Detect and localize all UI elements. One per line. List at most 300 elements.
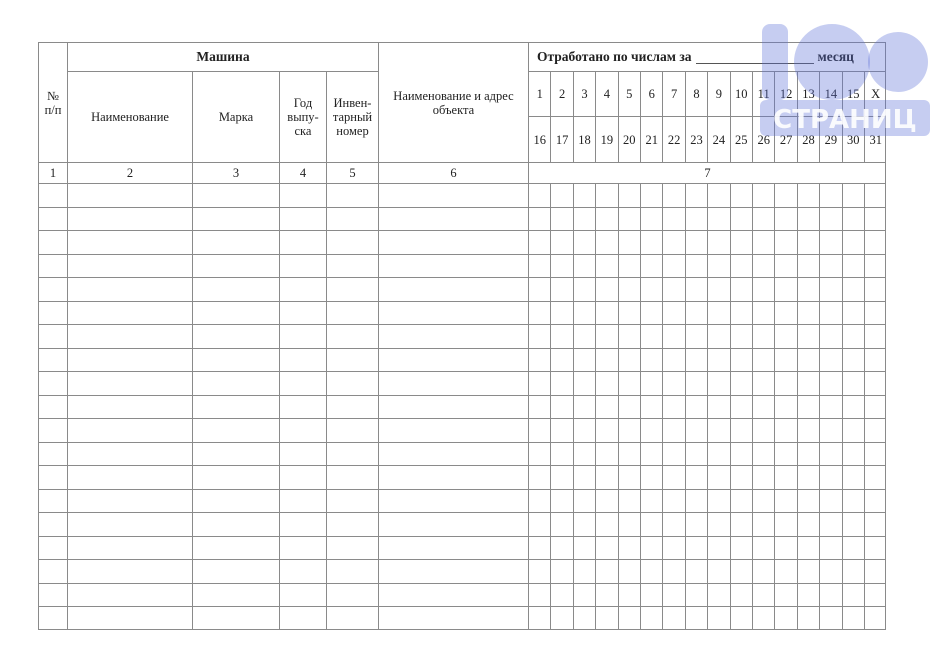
day-cell[interactable] [864, 207, 886, 231]
day-cell[interactable] [595, 348, 617, 372]
day-cell[interactable] [797, 536, 819, 560]
day-cell[interactable] [618, 183, 640, 207]
day-cell[interactable] [528, 230, 550, 254]
day-cell[interactable] [595, 183, 617, 207]
day-cell[interactable] [573, 395, 595, 419]
day-cell[interactable] [842, 324, 864, 348]
day-cell[interactable] [595, 489, 617, 513]
day-cell[interactable] [842, 207, 864, 231]
day-cell[interactable] [618, 207, 640, 231]
table-row-cell[interactable] [279, 536, 326, 560]
day-cell[interactable] [550, 583, 572, 607]
day-cell[interactable] [707, 489, 729, 513]
table-row-cell[interactable] [378, 230, 528, 254]
day-cell[interactable] [797, 301, 819, 325]
day-cell[interactable] [640, 442, 662, 466]
table-row-cell[interactable] [279, 512, 326, 536]
day-cell[interactable] [685, 606, 707, 630]
day-cell[interactable] [573, 465, 595, 489]
day-cell[interactable] [774, 183, 796, 207]
day-cell[interactable] [573, 583, 595, 607]
table-row-cell[interactable] [192, 442, 279, 466]
table-row-cell[interactable] [378, 418, 528, 442]
day-cell[interactable] [730, 489, 752, 513]
day-cell[interactable] [752, 254, 774, 278]
day-cell[interactable] [774, 230, 796, 254]
day-cell[interactable] [595, 324, 617, 348]
day-cell[interactable] [730, 183, 752, 207]
table-row-cell[interactable] [279, 348, 326, 372]
table-row-cell[interactable] [192, 418, 279, 442]
day-cell[interactable] [573, 348, 595, 372]
day-cell[interactable] [730, 324, 752, 348]
day-cell[interactable] [662, 324, 684, 348]
day-cell[interactable] [707, 371, 729, 395]
day-cell[interactable] [707, 583, 729, 607]
day-cell[interactable] [528, 465, 550, 489]
day-cell[interactable] [842, 254, 864, 278]
table-row-cell[interactable] [378, 254, 528, 278]
table-row-cell[interactable] [67, 512, 192, 536]
day-cell[interactable] [842, 559, 864, 583]
day-cell[interactable] [528, 254, 550, 278]
table-row-cell[interactable] [38, 583, 67, 607]
table-row-cell[interactable] [279, 418, 326, 442]
day-cell[interactable] [640, 583, 662, 607]
table-row-cell[interactable] [67, 536, 192, 560]
day-cell[interactable] [595, 442, 617, 466]
table-row-cell[interactable] [378, 348, 528, 372]
day-cell[interactable] [730, 465, 752, 489]
month-blank-line[interactable] [696, 51, 814, 64]
table-row-cell[interactable] [326, 559, 378, 583]
table-row-cell[interactable] [326, 371, 378, 395]
day-cell[interactable] [685, 183, 707, 207]
table-row-cell[interactable] [67, 606, 192, 630]
day-cell[interactable] [797, 583, 819, 607]
day-cell[interactable] [528, 301, 550, 325]
day-cell[interactable] [662, 371, 684, 395]
day-cell[interactable] [752, 230, 774, 254]
day-cell[interactable] [685, 207, 707, 231]
day-cell[interactable] [640, 489, 662, 513]
day-cell[interactable] [573, 418, 595, 442]
table-row-cell[interactable] [192, 254, 279, 278]
day-cell[interactable] [640, 207, 662, 231]
day-cell[interactable] [707, 559, 729, 583]
day-cell[interactable] [618, 348, 640, 372]
day-cell[interactable] [618, 512, 640, 536]
day-cell[interactable] [685, 536, 707, 560]
day-cell[interactable] [730, 277, 752, 301]
table-row-cell[interactable] [279, 324, 326, 348]
table-row-cell[interactable] [192, 230, 279, 254]
day-cell[interactable] [550, 254, 572, 278]
day-cell[interactable] [662, 442, 684, 466]
table-row-cell[interactable] [378, 489, 528, 513]
day-cell[interactable] [752, 301, 774, 325]
day-cell[interactable] [618, 230, 640, 254]
day-cell[interactable] [640, 371, 662, 395]
day-cell[interactable] [550, 489, 572, 513]
table-row-cell[interactable] [279, 489, 326, 513]
day-cell[interactable] [864, 371, 886, 395]
table-row-cell[interactable] [279, 606, 326, 630]
day-cell[interactable] [819, 301, 841, 325]
table-row-cell[interactable] [38, 536, 67, 560]
table-row-cell[interactable] [378, 442, 528, 466]
table-row-cell[interactable] [192, 583, 279, 607]
table-row-cell[interactable] [67, 583, 192, 607]
table-row-cell[interactable] [279, 395, 326, 419]
table-row-cell[interactable] [192, 606, 279, 630]
day-cell[interactable] [752, 489, 774, 513]
day-cell[interactable] [864, 183, 886, 207]
day-cell[interactable] [774, 442, 796, 466]
day-cell[interactable] [842, 183, 864, 207]
day-cell[interactable] [819, 583, 841, 607]
day-cell[interactable] [774, 277, 796, 301]
table-row-cell[interactable] [326, 301, 378, 325]
day-cell[interactable] [774, 324, 796, 348]
table-row-cell[interactable] [279, 183, 326, 207]
day-cell[interactable] [595, 254, 617, 278]
day-cell[interactable] [573, 442, 595, 466]
day-cell[interactable] [752, 536, 774, 560]
table-row-cell[interactable] [378, 395, 528, 419]
day-cell[interactable] [842, 277, 864, 301]
day-cell[interactable] [707, 230, 729, 254]
day-cell[interactable] [662, 606, 684, 630]
table-row-cell[interactable] [38, 465, 67, 489]
day-cell[interactable] [550, 512, 572, 536]
table-row-cell[interactable] [67, 277, 192, 301]
day-cell[interactable] [662, 207, 684, 231]
table-row-cell[interactable] [192, 207, 279, 231]
day-cell[interactable] [573, 183, 595, 207]
table-row-cell[interactable] [67, 395, 192, 419]
day-cell[interactable] [864, 418, 886, 442]
day-cell[interactable] [819, 254, 841, 278]
day-cell[interactable] [864, 512, 886, 536]
day-cell[interactable] [707, 207, 729, 231]
day-cell[interactable] [595, 207, 617, 231]
day-cell[interactable] [595, 301, 617, 325]
table-row-cell[interactable] [192, 395, 279, 419]
day-cell[interactable] [819, 442, 841, 466]
day-cell[interactable] [573, 559, 595, 583]
day-cell[interactable] [685, 442, 707, 466]
day-cell[interactable] [640, 254, 662, 278]
day-cell[interactable] [842, 395, 864, 419]
table-row-cell[interactable] [67, 371, 192, 395]
day-cell[interactable] [528, 583, 550, 607]
table-row-cell[interactable] [326, 395, 378, 419]
table-row-cell[interactable] [279, 442, 326, 466]
table-row-cell[interactable] [378, 371, 528, 395]
table-row-cell[interactable] [67, 348, 192, 372]
day-cell[interactable] [662, 583, 684, 607]
day-cell[interactable] [774, 371, 796, 395]
day-cell[interactable] [707, 606, 729, 630]
day-cell[interactable] [662, 395, 684, 419]
table-row-cell[interactable] [38, 324, 67, 348]
table-row-cell[interactable] [279, 277, 326, 301]
table-row-cell[interactable] [192, 559, 279, 583]
day-cell[interactable] [618, 489, 640, 513]
day-cell[interactable] [730, 559, 752, 583]
day-cell[interactable] [550, 277, 572, 301]
day-cell[interactable] [842, 606, 864, 630]
day-cell[interactable] [752, 583, 774, 607]
day-cell[interactable] [618, 324, 640, 348]
table-row-cell[interactable] [192, 489, 279, 513]
day-cell[interactable] [797, 183, 819, 207]
table-row-cell[interactable] [378, 465, 528, 489]
day-cell[interactable] [618, 583, 640, 607]
day-cell[interactable] [662, 348, 684, 372]
day-cell[interactable] [864, 348, 886, 372]
day-cell[interactable] [685, 418, 707, 442]
day-cell[interactable] [797, 418, 819, 442]
day-cell[interactable] [550, 559, 572, 583]
day-cell[interactable] [595, 583, 617, 607]
day-cell[interactable] [618, 536, 640, 560]
day-cell[interactable] [640, 418, 662, 442]
day-cell[interactable] [573, 512, 595, 536]
day-cell[interactable] [842, 465, 864, 489]
day-cell[interactable] [752, 395, 774, 419]
day-cell[interactable] [685, 230, 707, 254]
day-cell[interactable] [864, 583, 886, 607]
day-cell[interactable] [528, 442, 550, 466]
day-cell[interactable] [528, 277, 550, 301]
day-cell[interactable] [640, 512, 662, 536]
table-row-cell[interactable] [67, 183, 192, 207]
table-row-cell[interactable] [279, 583, 326, 607]
table-row-cell[interactable] [279, 207, 326, 231]
day-cell[interactable] [819, 395, 841, 419]
day-cell[interactable] [730, 230, 752, 254]
table-row-cell[interactable] [192, 277, 279, 301]
day-cell[interactable] [685, 559, 707, 583]
table-row-cell[interactable] [38, 301, 67, 325]
day-cell[interactable] [774, 301, 796, 325]
table-row-cell[interactable] [326, 583, 378, 607]
day-cell[interactable] [573, 301, 595, 325]
day-cell[interactable] [752, 371, 774, 395]
day-cell[interactable] [730, 583, 752, 607]
day-cell[interactable] [774, 559, 796, 583]
table-row-cell[interactable] [279, 254, 326, 278]
day-cell[interactable] [730, 536, 752, 560]
day-cell[interactable] [528, 183, 550, 207]
day-cell[interactable] [752, 418, 774, 442]
day-cell[interactable] [864, 324, 886, 348]
day-cell[interactable] [640, 183, 662, 207]
day-cell[interactable] [752, 559, 774, 583]
day-cell[interactable] [528, 324, 550, 348]
table-row-cell[interactable] [38, 371, 67, 395]
day-cell[interactable] [550, 465, 572, 489]
day-cell[interactable] [662, 183, 684, 207]
day-cell[interactable] [797, 348, 819, 372]
table-row-cell[interactable] [38, 559, 67, 583]
day-cell[interactable] [685, 254, 707, 278]
table-row-cell[interactable] [378, 606, 528, 630]
day-cell[interactable] [842, 536, 864, 560]
day-cell[interactable] [595, 230, 617, 254]
table-row-cell[interactable] [192, 324, 279, 348]
table-row-cell[interactable] [38, 418, 67, 442]
day-cell[interactable] [797, 395, 819, 419]
day-cell[interactable] [528, 371, 550, 395]
day-cell[interactable] [528, 512, 550, 536]
table-row-cell[interactable] [378, 277, 528, 301]
table-row-cell[interactable] [326, 442, 378, 466]
table-row-cell[interactable] [192, 348, 279, 372]
day-cell[interactable] [819, 371, 841, 395]
day-cell[interactable] [685, 301, 707, 325]
table-row-cell[interactable] [279, 559, 326, 583]
day-cell[interactable] [528, 489, 550, 513]
day-cell[interactable] [774, 418, 796, 442]
day-cell[interactable] [730, 512, 752, 536]
day-cell[interactable] [685, 371, 707, 395]
day-cell[interactable] [640, 277, 662, 301]
day-cell[interactable] [595, 512, 617, 536]
day-cell[interactable] [819, 536, 841, 560]
day-cell[interactable] [842, 348, 864, 372]
day-cell[interactable] [864, 465, 886, 489]
day-cell[interactable] [550, 348, 572, 372]
day-cell[interactable] [797, 559, 819, 583]
table-row-cell[interactable] [326, 606, 378, 630]
table-row-cell[interactable] [192, 371, 279, 395]
day-cell[interactable] [595, 559, 617, 583]
day-cell[interactable] [730, 371, 752, 395]
day-cell[interactable] [707, 418, 729, 442]
day-cell[interactable] [640, 559, 662, 583]
day-cell[interactable] [707, 465, 729, 489]
day-cell[interactable] [819, 606, 841, 630]
day-cell[interactable] [528, 418, 550, 442]
day-cell[interactable] [550, 395, 572, 419]
day-cell[interactable] [797, 254, 819, 278]
day-cell[interactable] [797, 489, 819, 513]
table-row-cell[interactable] [192, 512, 279, 536]
day-cell[interactable] [819, 489, 841, 513]
day-cell[interactable] [819, 277, 841, 301]
day-cell[interactable] [797, 512, 819, 536]
day-cell[interactable] [595, 395, 617, 419]
table-row-cell[interactable] [326, 465, 378, 489]
day-cell[interactable] [550, 183, 572, 207]
day-cell[interactable] [707, 395, 729, 419]
day-cell[interactable] [730, 254, 752, 278]
table-row-cell[interactable] [38, 277, 67, 301]
day-cell[interactable] [528, 536, 550, 560]
day-cell[interactable] [730, 348, 752, 372]
day-cell[interactable] [640, 606, 662, 630]
day-cell[interactable] [707, 442, 729, 466]
table-row-cell[interactable] [326, 348, 378, 372]
day-cell[interactable] [797, 442, 819, 466]
day-cell[interactable] [662, 418, 684, 442]
table-row-cell[interactable] [38, 489, 67, 513]
table-row-cell[interactable] [326, 536, 378, 560]
table-row-cell[interactable] [279, 465, 326, 489]
day-cell[interactable] [528, 559, 550, 583]
day-cell[interactable] [864, 489, 886, 513]
day-cell[interactable] [842, 301, 864, 325]
table-row-cell[interactable] [326, 418, 378, 442]
day-cell[interactable] [528, 606, 550, 630]
day-cell[interactable] [662, 536, 684, 560]
day-cell[interactable] [573, 371, 595, 395]
day-cell[interactable] [864, 301, 886, 325]
day-cell[interactable] [662, 489, 684, 513]
day-cell[interactable] [573, 207, 595, 231]
day-cell[interactable] [550, 324, 572, 348]
day-cell[interactable] [573, 277, 595, 301]
day-cell[interactable] [573, 489, 595, 513]
day-cell[interactable] [864, 395, 886, 419]
day-cell[interactable] [662, 230, 684, 254]
table-row-cell[interactable] [378, 324, 528, 348]
day-cell[interactable] [550, 536, 572, 560]
day-cell[interactable] [685, 348, 707, 372]
table-row-cell[interactable] [38, 442, 67, 466]
table-row-cell[interactable] [326, 512, 378, 536]
day-cell[interactable] [550, 301, 572, 325]
table-row-cell[interactable] [279, 301, 326, 325]
day-cell[interactable] [730, 207, 752, 231]
day-cell[interactable] [595, 536, 617, 560]
day-cell[interactable] [842, 489, 864, 513]
day-cell[interactable] [819, 512, 841, 536]
table-row-cell[interactable] [326, 489, 378, 513]
table-row-cell[interactable] [192, 301, 279, 325]
day-cell[interactable] [618, 465, 640, 489]
day-cell[interactable] [550, 418, 572, 442]
table-row-cell[interactable] [326, 207, 378, 231]
table-row-cell[interactable] [67, 254, 192, 278]
day-cell[interactable] [774, 489, 796, 513]
day-cell[interactable] [730, 442, 752, 466]
day-cell[interactable] [573, 324, 595, 348]
day-cell[interactable] [707, 536, 729, 560]
day-cell[interactable] [595, 606, 617, 630]
table-row-cell[interactable] [326, 183, 378, 207]
day-cell[interactable] [618, 277, 640, 301]
day-cell[interactable] [595, 418, 617, 442]
day-cell[interactable] [774, 512, 796, 536]
table-row-cell[interactable] [67, 442, 192, 466]
day-cell[interactable] [864, 606, 886, 630]
day-cell[interactable] [752, 324, 774, 348]
day-cell[interactable] [730, 606, 752, 630]
table-row-cell[interactable] [67, 301, 192, 325]
day-cell[interactable] [595, 465, 617, 489]
day-cell[interactable] [752, 183, 774, 207]
day-cell[interactable] [550, 606, 572, 630]
day-cell[interactable] [640, 348, 662, 372]
day-cell[interactable] [618, 395, 640, 419]
day-cell[interactable] [685, 489, 707, 513]
day-cell[interactable] [864, 254, 886, 278]
day-cell[interactable] [842, 230, 864, 254]
